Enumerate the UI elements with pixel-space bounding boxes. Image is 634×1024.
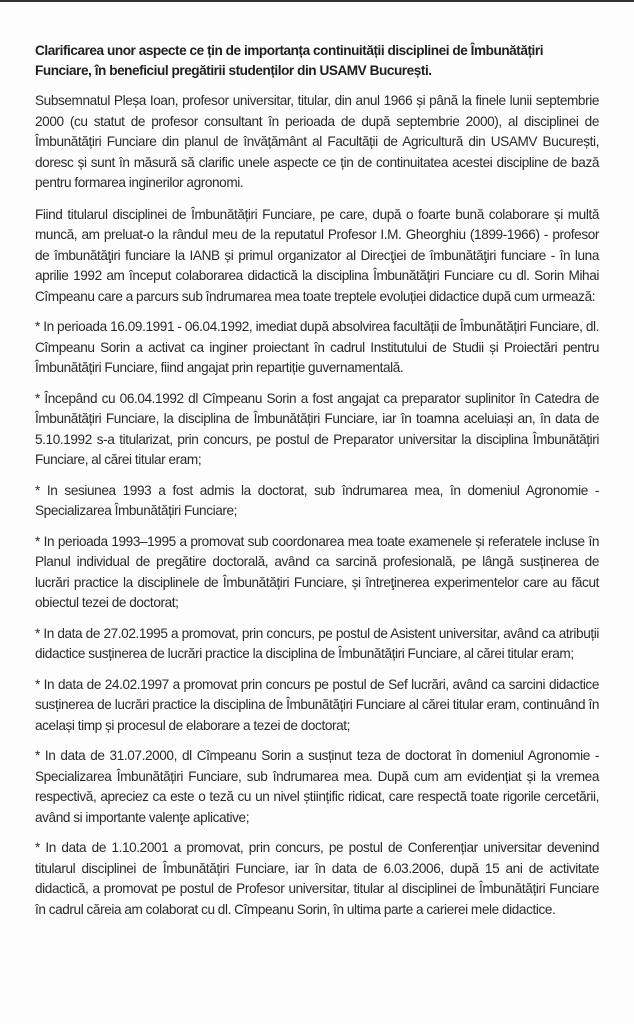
list-item: * In data de 31.07.2000, dl Cîmpeanu Sorin a susținut teza de doctorat în domeniul Agronomie - Specializarea Îmbunătățiri Funciare, sub îndrumarea mea. După cum am evidențiat și la vremea respectivă, apreciez ca este o teză cu un nivel științific ridicat, care respectă toate rigorile cercetării, având si importante valenţe aplicative; — [35, 748, 599, 825]
list-item: * In sesiunea 1993 a fost admis la doctorat, sub îndrumarea mea, în domeniul Agronomie - Specializarea Îmbunătățiri Funciare; — [35, 482, 599, 518]
intro-paragraph: Subsemnatul Pleșa Ioan, profesor universitar, titular, din anul 1966 și până la finele lunii septembrie 2000 (cu statut de profesor consultant în perioada de după septembrie 2000), al disciplinei de Îmbunătățiri Funciare din planul de învățământ al Facultății de Agricultură din USAMV București, doresc și sunt în măsură să clarific unele aspecte ce țin de continuitatea acestei discipline de bază pentru formarea inginerilor agronomi. — [35, 93, 599, 190]
list-item: * In data de 1.10.2001 a promovat, prin concurs, pe postul de Conferențiar universitar devenind titularul disciplinei de Îmbunătățiri Funciare, iar în data de 6.03.2006, după 15 ani de activitate didactică, a promovat pe postul de Profesor universitar, titular al disciplinei de Îmbunătățiri Funciare în cadrul căreia am colaborat cu dl. Cîmpeanu Sorin, în ultima parte a carierei mele didactice. — [35, 840, 599, 917]
context-paragraph: Fiind titularul disciplinei de Îmbunătățiri Funciare, pe care, după o foarte bună colaborare și multă muncă, am preluat-o la rândul meu de la reputatul Profesor I.M. Gheorghiu (1899-1966) - profesor de îmbunătăţiri funciare la IANB și primul organizator al Direcţiei de îmbunătăţiri funciare - în luna aprilie 1992 am început colaborarea didactică la disciplina Îmbunătățiri Funciare cu dl. Sorin Mihai Cîmpeanu care a parcurs sub îndrumarea mea toate treptele evoluției didactice după cum urmează: — [35, 206, 599, 304]
list-item: * In data de 24.02.1997 a promovat prin concurs pe postul de Sef lucrări, având ca sarcini didactice susținerea de lucrări practice la disciplina de Îmbunătățiri Funciare al cărei titular eram, continuând în același timp și procesul de elaborare a tezei de doctorat; — [35, 676, 599, 733]
list-item: * In data de 27.02.1995 a promovat, prin concurs, pe postul de Asistent universitar, având ca atribuții didactice susținerea de lucrări practice la disciplina de Îmbunătățiri Funciare, al cărei titular eram; — [35, 625, 599, 661]
document-title: Clarificarea unor aspecte ce țin de importanța continuității disciplinei de Îmbunătățiri Funciare, în beneficiul pregătirii studenților din USAMV București. — [35, 43, 544, 78]
page-top-border — [0, 0, 634, 2]
list-item: * In perioada 1993–1995 a promovat sub coordonarea mea toate examenele și referatele incluse în Planul individual de pregătire doctorală, având ca sarcină profesională, pe lângă susținerea de lucrări practice la disciplinele de Îmbunătățiri Funciare, și întreţinerea experimentelor care au făcut obiectul tezei de doctorat; — [35, 533, 599, 610]
list-item: * In perioada 16.09.1991 - 06.04.1992, imediat după absolvirea facultății de Îmbunătățiri Funciare, dl. Cîmpeanu Sorin a activat ca inginer proiectant în cadrul Institutului de Studii și Proiectări pentru Îmbunătățiri Funciare, fiind angajat prin repartiție guvernamentală. — [35, 319, 599, 375]
list-item: * Începând cu 06.04.1992 dl Cîmpeanu Sorin a fost angajat ca preparator suplinitor în Catedra de Îmbunătățiri Funciare, la disciplina de Îmbunătățiri Funciare, iar în toamna aceluiași an, în data de 5.10.1992 s-a titularizat, prin concurs, pe postul de Preparator universitar la disciplina Îmbunătățiri Funciare, al cărei titular eram; — [35, 390, 599, 467]
document-page — [35, 41, 599, 930]
